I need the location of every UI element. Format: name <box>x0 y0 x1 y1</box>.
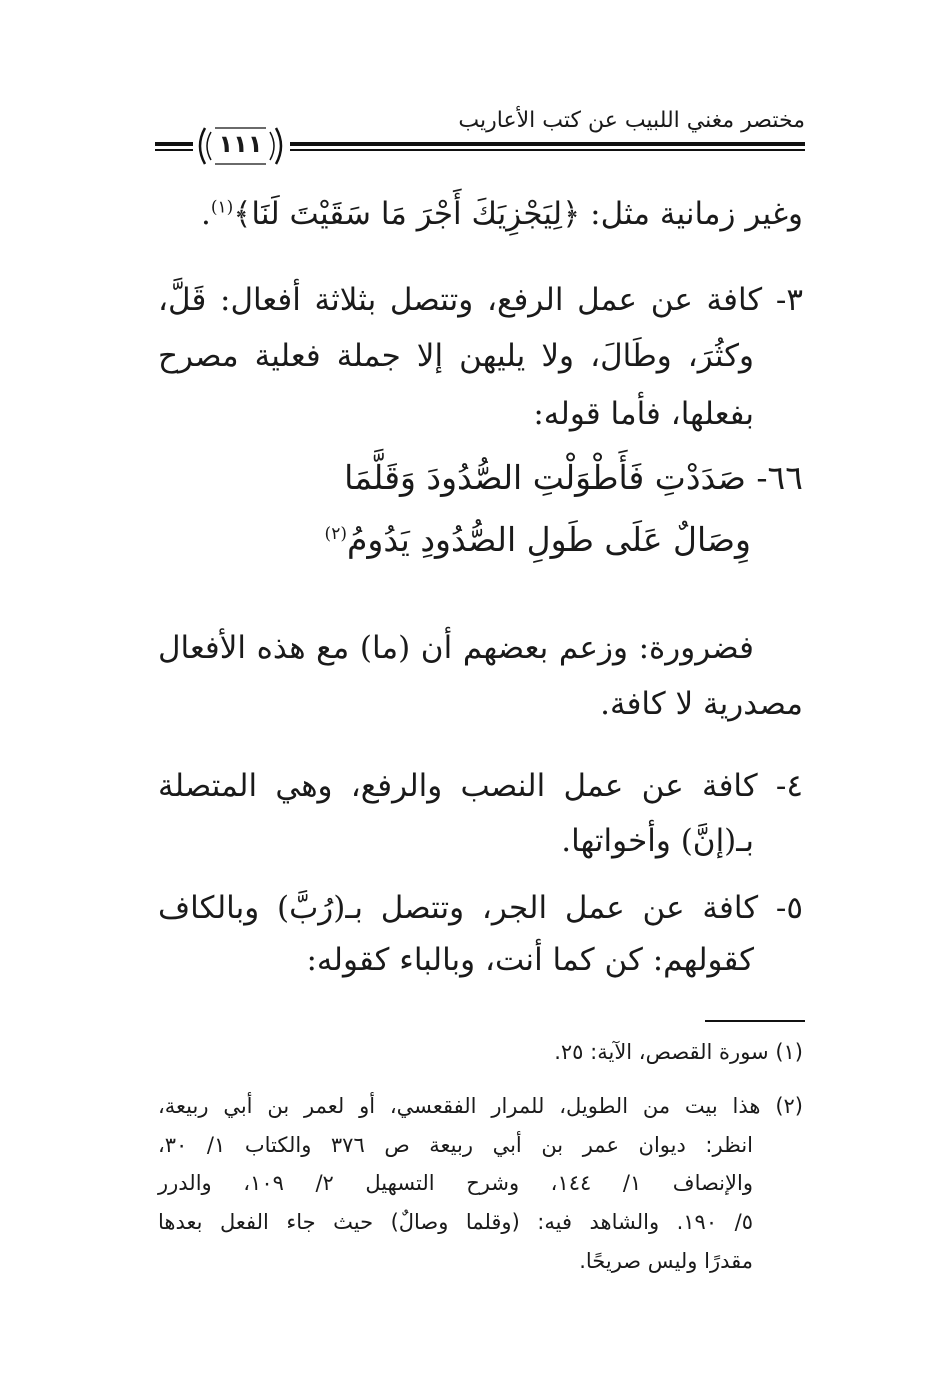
body-line-12: كقولهم: كن كما أنت، وبالباء كقوله: <box>306 942 754 978</box>
body-line-8: مصدرية لا كافة. <box>600 686 803 722</box>
header-rule-thick <box>290 142 805 146</box>
body-line-1-end: . <box>200 196 211 232</box>
footnote-ref-1: (١) <box>210 197 234 218</box>
header-rule-thin <box>290 149 805 151</box>
footnote-separator <box>705 1020 805 1022</box>
body-line-3: وكثُرَ، وطَالَ، ولا يليهن إلا جملة فعلية مصرح <box>158 338 754 374</box>
body-line-10: بـ(إنَّ) وأخواتها. <box>561 823 754 859</box>
verse-line-2-text: وِصَالٌ عَلَى طَولِ الصُّدُودِ يَدُومُ <box>346 520 751 559</box>
body-line-9: ٤- كافة عن عمل النصب والرفع، وهي المتصلة <box>158 768 803 804</box>
page-number: ١١١ <box>218 130 263 158</box>
body-line-7: فضرورة: وزعم بعضهم أن (ما) مع هذه الأفعال <box>158 630 754 666</box>
footnote-1: (١) سورة القصص، الآية: ٢٥. <box>554 1040 803 1064</box>
body-line-4: بفعلها، فأما قوله: <box>533 396 754 432</box>
page-number-frame <box>193 124 288 168</box>
footnote-2-line-1: (٢) هذا بيت من الطويل، للمرار الفقعسي، أو لعمر بن أبي ربيعة، <box>158 1094 803 1118</box>
footnote-2-line-5: مقدرًا وليس صريحًا. <box>579 1249 753 1273</box>
body-line-1-text: وغير زمانية مثل: ﴿لِيَجْزِيَكَ أَجْرَ مَا سَقَيْتَ لَنَا﴾ <box>233 196 803 232</box>
body-line-1 <box>201 196 803 232</box>
header-rule-thick-left <box>155 142 193 146</box>
footnote-ref-2: (٢) <box>324 524 347 544</box>
verse-line-2 <box>325 520 751 559</box>
footnote-2-line-2: انظر: ديوان عمر بن أبي ربيعة ص ٣٧٦ والكتاب ١/ ٣٠، <box>158 1133 753 1157</box>
footnote-2-line-4: ٥/ ١٩٠. والشاهد فيه: (وقلما وصالٌ) حيث جاء الفعل بعدها <box>158 1210 753 1234</box>
body-line-2: ٣- كافة عن عمل الرفع، وتتصل بثلاثة أفعال: قَلَّ، <box>158 282 803 318</box>
footnote-2-line-3: والإنصاف ١/ ١٤٤، وشرح التسهيل ٢/ ١٠٩، والدرر <box>158 1171 753 1195</box>
running-title: مختصر مغني اللبيب عن كتب الأعاريب <box>458 108 805 133</box>
verse-line-1: ٦٦- صَدَدْتِ فَأَطْوَلْتِ الصُّدُودَ وَقَلَّمَا <box>344 458 803 497</box>
header-rule-thin-left <box>155 149 193 151</box>
body-line-11: ٥- كافة عن عمل الجر، وتتصل بـ(رُبَّ) وبالكاف <box>158 890 803 926</box>
